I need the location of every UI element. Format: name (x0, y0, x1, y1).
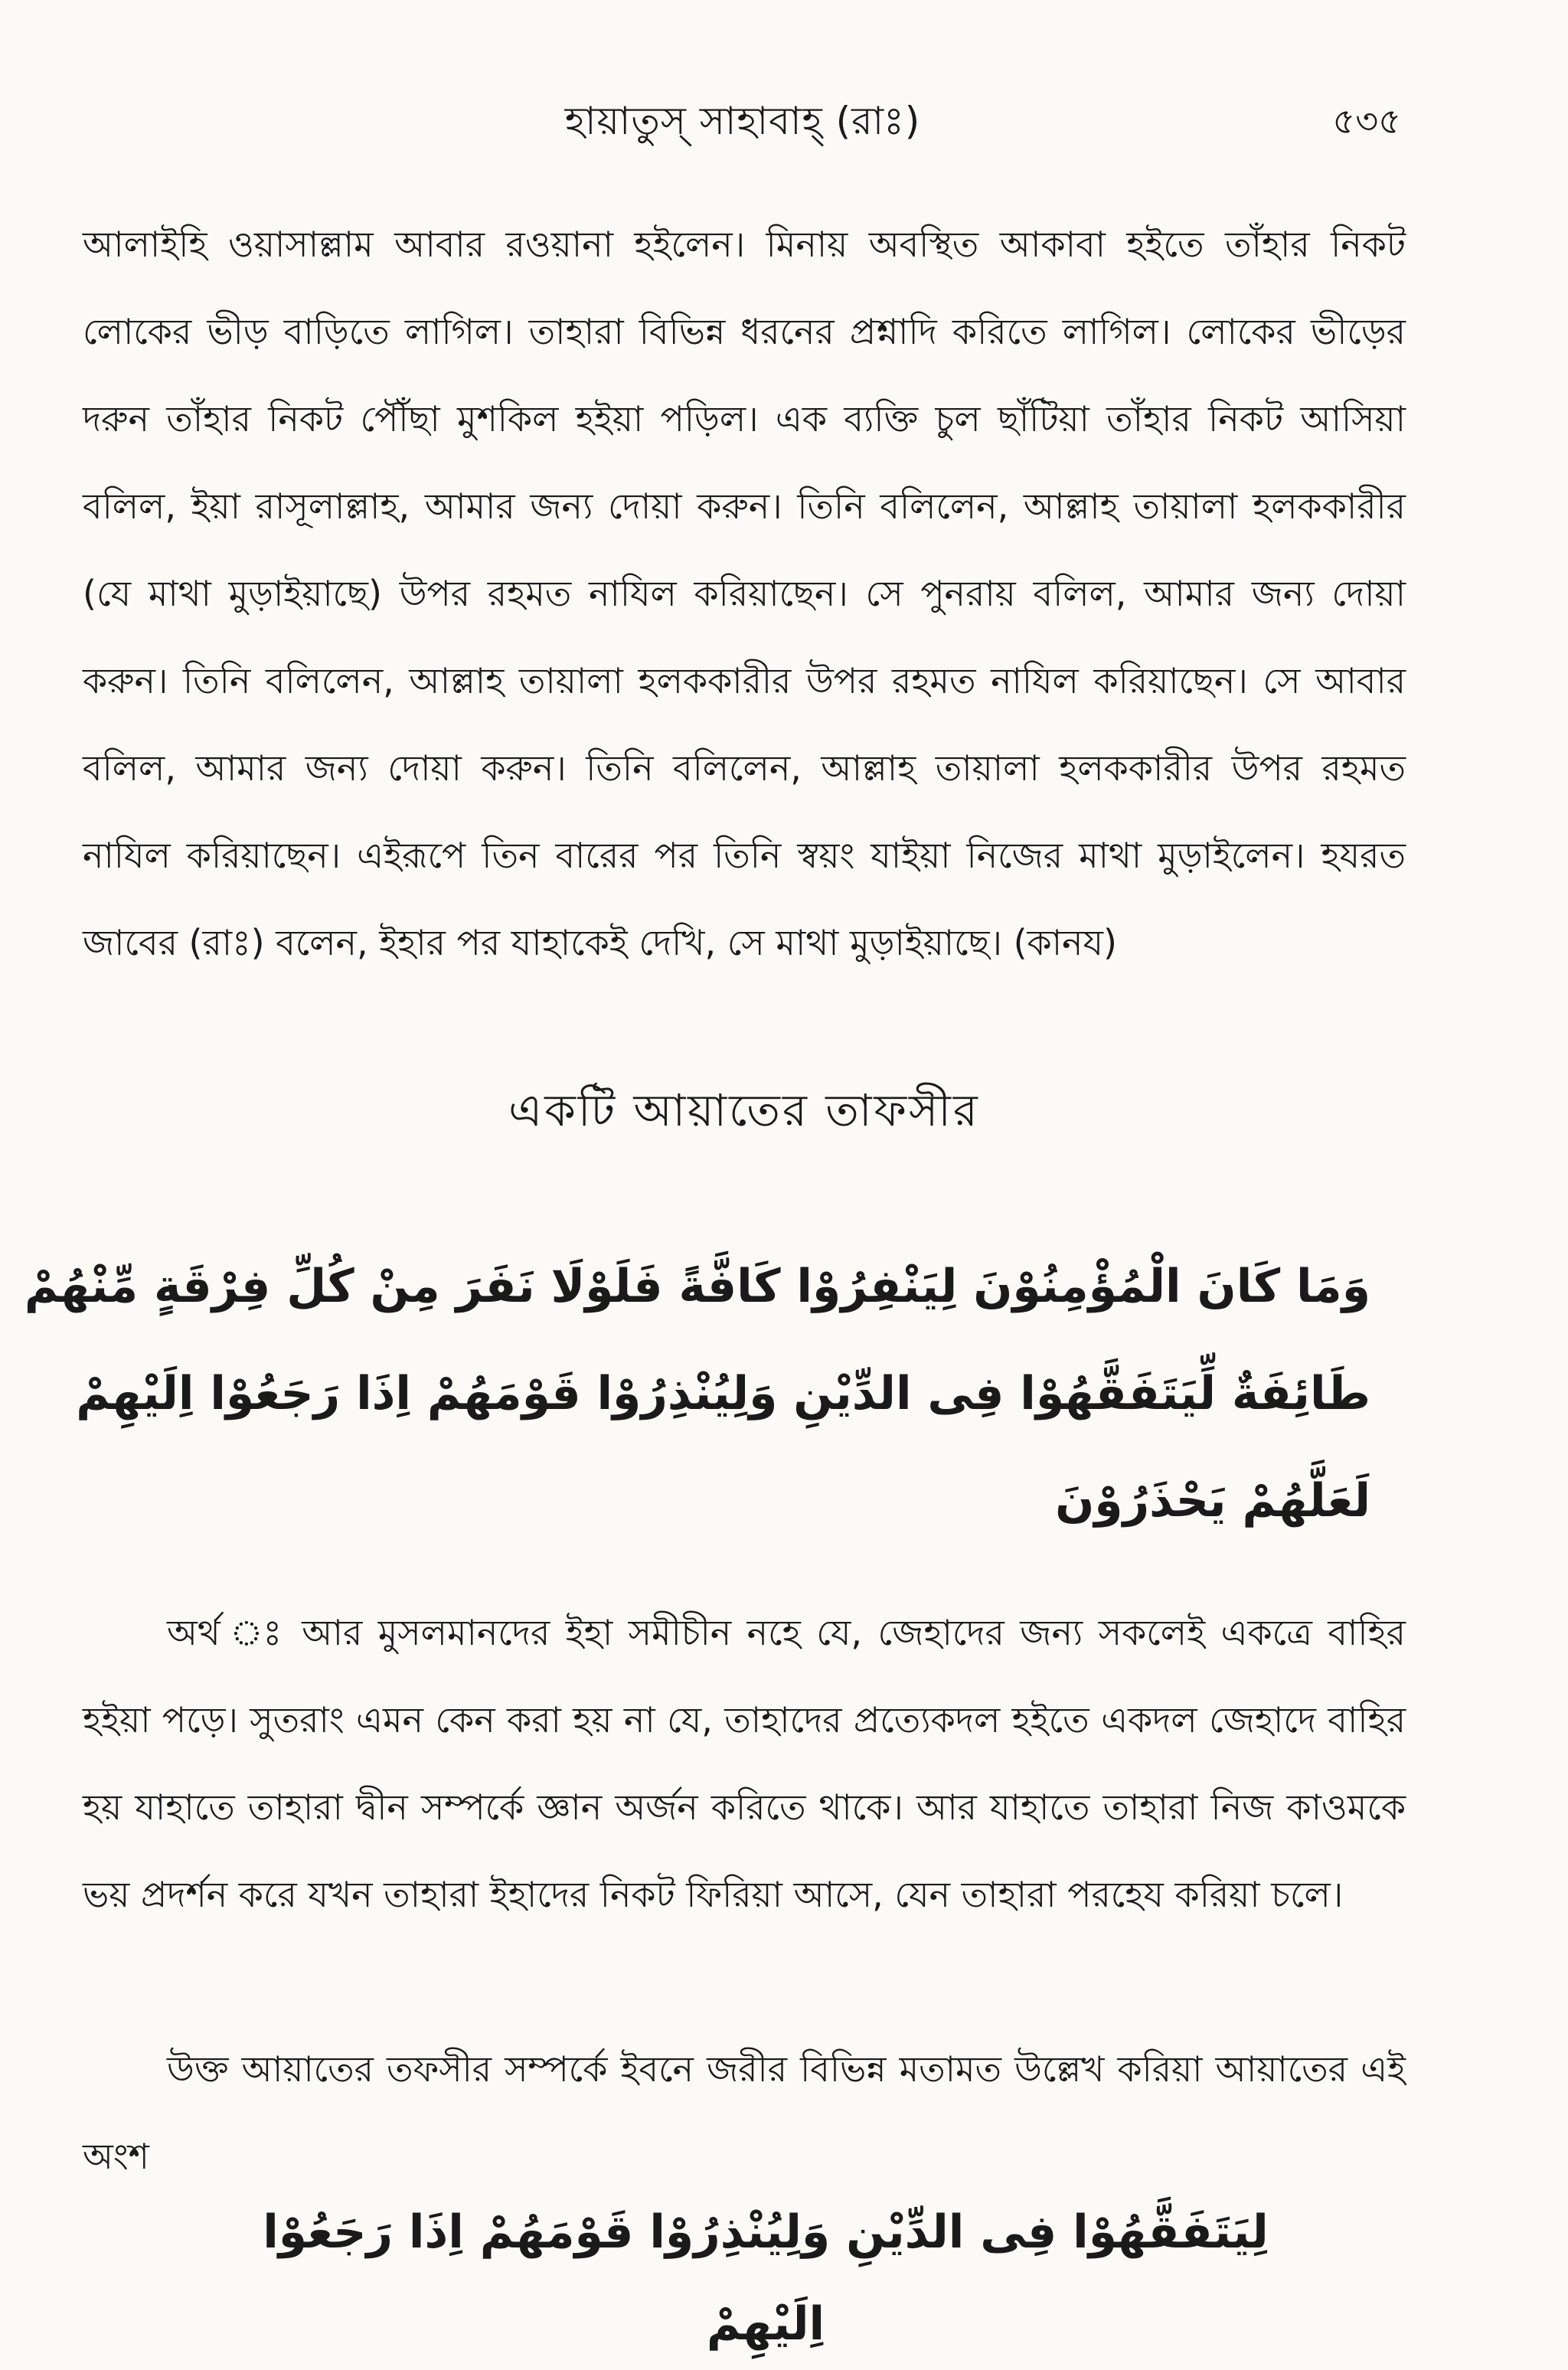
verse-line-1: وَمَا كَانَ الْمُؤْمِنُوْنَ لِيَنْفِرُوْا كَافَّةً فَلَوْلَا نَفَرَ مِنْ كُلِّ فِرْقَةٍ مِّنْهُمْ (24, 1260, 1370, 1313)
paragraph-continuation (83, 201, 1406, 986)
commentary-text: উক্ত আয়াতের তফসীর সম্পর্কে ইবনে জরীর বিভিন্ন মতামত উল্লেখ করিয়া আয়াতের এই অংশ (83, 2048, 1406, 2177)
page-number: ৫৩৫ (1332, 100, 1401, 142)
translation-paragraph (83, 1589, 1406, 1938)
quran-verse (24, 1233, 1370, 1554)
section-heading: একটি আয়াতের তাফসীর (508, 1084, 980, 1136)
commentary-paragraph (83, 2025, 1406, 2200)
paragraph-text: আলাইহি ওয়াসাল্লাম আবার রওয়ানা হইলেন। মিনায় অবস্থিত আকাবা হইতে তাঁহার নিকট লোকের ভীড় বাড়িতে লাগিল। তাহারা বিভিন্ন ধরনের প্রশ্নাদি করিতে লাগিল। লোকের ভীড়ের দরুন তাঁহার নিকট পৌঁছা মুশকিল হইয়া পড়িল। এক ব্যক্তি চুল ছাঁটিয়া তাঁহার নিকট আসিয়া বলিল, ইয়া রাসূলাল্লাহ, আমার জন্য দোয়া করুন। তিনি বলিলেন, আল্লাহ তায়ালা হলককারীর (যে মাথা মুড়াইয়াছে) উপর রহমত নাযিল করিয়াছেন। সে পুনরায় বলিল, আমার জন্য দোয়া করুন। তিনি বলিলেন, আল্লাহ তায়ালা হলককারীর উপর রহমত নাযিল করিয়াছেন। সে আবার বলিল, আমার জন্য দোয়া করুন। তিনি বলিলেন, আল্লাহ তায়ালা হলককারীর উপর রহমত নাযিল করিয়াছেন। এইরূপে তিন বারের পর তিনি স্বয়ং যাইয়া নিজের মাথা মুড়াইলেন। হযরত জাবের (রাঃ) বলেন, ইহার পর যাহাকেই দেখি, সে মাথা মুড়াইয়াছে। (কানয) (83, 224, 1406, 963)
verse-line-2: طَائِفَةٌ لِّيَتَفَقَّهُوْا فِى الدِّيْنِ وَلِيُنْذِرُوْا قَوْمَهُمْ اِذَا رَجَعُوْا اِلَيْهِمْ (76, 1367, 1370, 1420)
book-title: হায়াতুস্ সাহাবাহ্ (রাঃ) (564, 99, 921, 143)
arabic-excerpt: لِيَتَفَقَّهُوْا فِى الدِّيْنِ وَلِيُنْذِرُوْا قَوْمَهُمْ اِذَا رَجَعُوْا اِلَيْهِمْ (263, 2205, 1269, 2351)
translation-text: অর্থ ঃ আর মুসলমানদের ইহা সমীচীন নহে যে, জেহাদের জন্য সকলেই একত্রে বাহির হইয়া পড়ে। সুতরাং এমন কেন করা হয় না যে, তাহাদের প্রত্যেকদল হইতে একদল জেহাদে বাহির হয় যাহাতে তাহারা দ্বীন সম্পর্কে জ্ঞান অর্জন করিতে থাকে। আর যাহাতে তাহারা নিজ কাওমকে ভয় প্রদর্শন করে যখন তাহারা ইহাদের নিকট ফিরিয়া আসে, যেন তাহারা পরহেয করিয়া চলে। (83, 1612, 1406, 1915)
verse-line-3: لَعَلَّهُمْ يَحْذَرُوْنَ (1055, 1474, 1370, 1528)
running-header (84, 90, 1401, 152)
